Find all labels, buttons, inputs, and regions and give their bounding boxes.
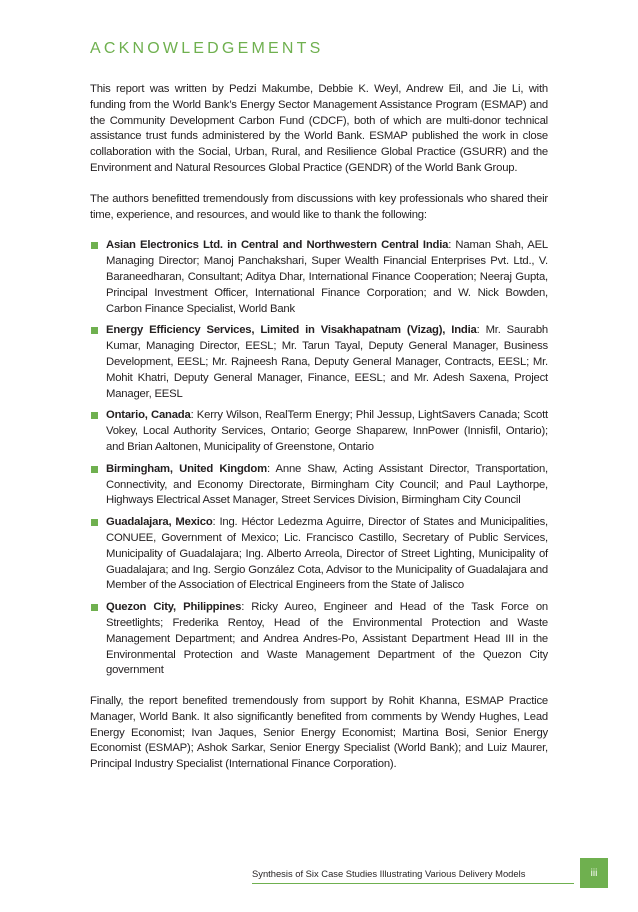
page-title: ACKNOWLEDGEMENTS xyxy=(90,40,324,57)
intro-paragraph: This report was written by Pedzi Makumbe, Debbie K. Weyl, Andrew Eil, and Jie Li, with funding from the World Bank’s Energy Sector Management Assistance Program (ESMAP) and the Community Development Carbon Fund (CDCF), both of which are multi-donor technical assistance trust funds administered by the World Bank. ESMAP published the work in close collaboration with the Social, Urban, Rural, and Resilience Global Practice (GSURR) and the Environment and Natural Resources Global Practice (GENDR) of the World Bank Group. xyxy=(90,83,548,174)
thanks-intro-paragraph: The authors benefitted tremendously from discussions with key professionals who shared their time, experience, and resources, and would like to thank the following: xyxy=(90,192,548,221)
list-item xyxy=(90,408,548,455)
footer-divider xyxy=(252,883,574,884)
contacts-text: : Kerry Wilson, RealTerm Energy; Phil Jessup, LightSavers Canada; Scott Vokey, Local Authority Services, Ontario; George Shaparew, InnPower (Innisfil, Ontario); and Brian Aaltonen, Municipality of Greenstone, Ontario xyxy=(106,409,548,453)
organization-name: Quezon City, Philippines xyxy=(106,601,242,614)
square-bullet-icon xyxy=(91,466,98,473)
organization-name: Ontario, Canada xyxy=(106,409,191,422)
list-item xyxy=(90,600,548,679)
list-item xyxy=(90,238,548,317)
organization-name: Birmingham, United Kingdom xyxy=(106,462,267,475)
square-bullet-icon xyxy=(91,412,98,419)
organization-name: Guadalajara, Mexico xyxy=(106,516,213,529)
list-item xyxy=(90,515,548,594)
footer-title: Synthesis of Six Case Studies Illustrating Various Delivery Models xyxy=(252,868,526,879)
contacts-text: : Naman Shah, AEL Managing Director; Manoj Panchakshari, Super Wealth Financial Enterprises Pvt. Ltd., V. Baraneedharan, Consultant; Aditya Dhar, International Finance Cooperation; Neeraj Gupta, Principal Investment Officer, International Finance Corporation; and W. Nick Bowden, Carbon Finance Specialist, World Bank xyxy=(106,239,548,315)
square-bullet-icon xyxy=(91,242,98,249)
contacts-text: : Ricky Aureo, Engineer and Head of the Task Force on Streetlights; Frederika Rentoy, Head of the Environmental Protection and Waste Management Department; and Andrea Andres-Po, Assistant Department Head III in the Environmental Protection and Waste Management Department of the Quezon City government xyxy=(106,601,548,677)
contacts-text: : Anne Shaw, Acting Assistant Director, Transportation, Connectivity, and Economy Directorate, Birmingham City Council; and Paul Laythorpe, Highways Electrical Asset Manager, Street Services Division, Birmingham City Council xyxy=(106,462,548,507)
body-content xyxy=(90,82,548,788)
square-bullet-icon xyxy=(91,327,98,334)
list-item xyxy=(90,323,548,402)
acknowledgement-list xyxy=(90,238,548,679)
square-bullet-icon xyxy=(91,519,98,526)
square-bullet-icon xyxy=(91,604,98,611)
closing-paragraph: Finally, the report benefited tremendously from support by Rohit Khanna, ESMAP Practice Manager, World Bank. It also significantly benefited from comments by Wendy Hughes, Lead Energy Economist; Ivan Jaques, Senior Energy Economist; Martina Bosi, Senior Energy Economist (ESMAP); Ashok Sarkar, Senior Energy Specialist (World Bank); and Luiz Maurer, Principal Industry Specialist (International Finance Corporation). xyxy=(90,695,548,771)
organization-name: Energy Efficiency Services, Limited in Visakhapatnam (Vizag), India xyxy=(106,324,477,337)
contacts-text: : Ing. Héctor Ledezma Aguirre, Director of States and Municipalities, CONUEE, Government of Mexico; Lic. Francisco Castillo, Secretary of Public Services, Municipality of Guadalajara; Ing. Alberto Arreola, Director of Street Lighting, Municipality of Guadalajara; and Ing. Sergio González Cota, Advisor to the Municipality of Guadalajara and Member of the Association of Electrical Engineers from the State of Jalisco xyxy=(106,516,548,592)
page-number: iii xyxy=(580,858,608,888)
list-item xyxy=(90,462,548,509)
contacts-text: : Mr. Saurabh Kumar, Managing Director, EESL; Mr. Tarun Tayal, Deputy General Manager, Business Development, EESL; Mr. Rajneesh Rana, Deputy General Manager, Contracts, EESL; Mr. Mohit Khatri, Deputy General Manager, Finance, EESL; and Mr. Adesh Saxena, Project Manager, EESL xyxy=(106,324,548,400)
organization-name: Asian Electronics Ltd. in Central and Northwestern Central India xyxy=(106,239,449,252)
